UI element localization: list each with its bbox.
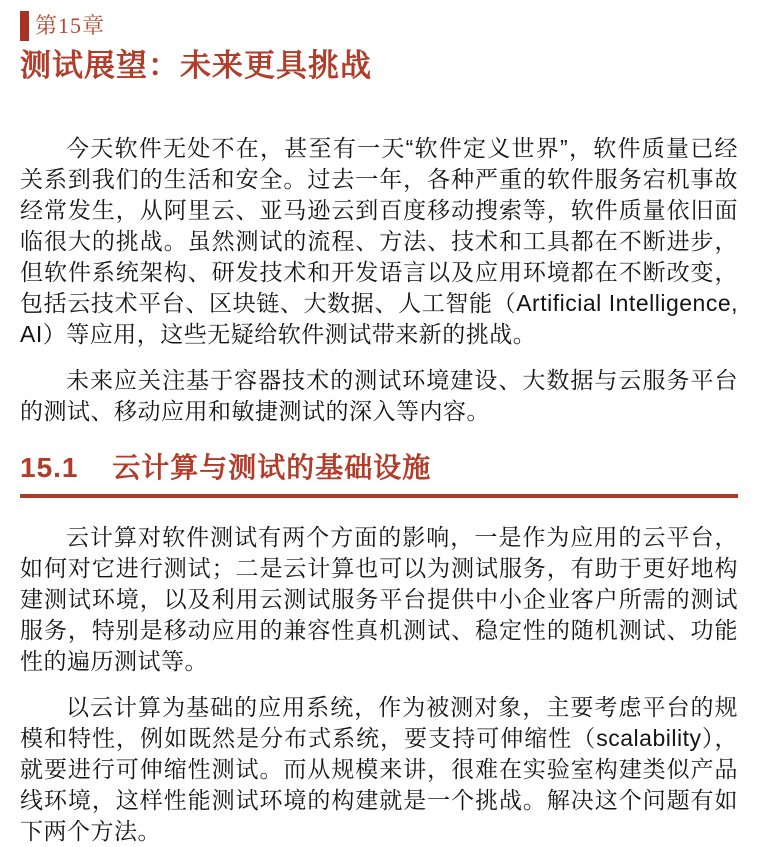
section-heading (20, 451, 738, 485)
intro-paragraph-1: 今天软件无处不在，甚至有一天“软件定义世界”，软件质量已经关系到我们的生活和安全。过去一年，各种严重的软件服务宕机事故经常发生，从阿里云、亚马逊云到百度移动搜索等，软件质量依旧面临很大的挑战。虽然测试的流程、方法、技术和工具都在不断进步，但软件系统架构、研发技术和开发语言以及应用环境都在不断改变，包括云技术平台、区块链、大数据、人工智能（Artificial Intelligence, AI）等应用，这些无疑给软件测试带来新的挑战。 (20, 135, 738, 347)
section-title: 云计算与测试的基础设施 (112, 452, 432, 483)
chapter-marker (20, 10, 738, 42)
section-number: 15.1 (20, 452, 79, 483)
chapter-title: 测试展望：未来更具挑战 (20, 48, 372, 83)
intro-paragraph-2: 未来应关注基于容器技术的测试环境建设、大数据与云服务平台的测试、移动应用和敏捷测试的深入等内容。 (20, 367, 738, 424)
section-paragraph-2: 以云计算为基础的应用系统，作为被测对象，主要考虑平台的规模和特性，例如既然是分布式系统，要支持可伸缩性（scalability），就要进行可伸缩性测试。而从规模来讲，很难在实验室构建类似产品线环境，这样性能测试环境的构建就是一个挑战。解决这个问题有如下两个方法。 (20, 694, 738, 844)
chapter-number-label: 第15章 (35, 13, 106, 38)
section-divider-rule (20, 494, 738, 498)
chapter-header (20, 10, 738, 85)
section-paragraph-1: 云计算对软件测试有两个方面的影响，一是作为应用的云平台，如何对它进行测试；二是云计算也可以为测试服务，有助于更好地构建测试环境，以及利用云测试服务平台提供中小企业客户所需的测试服务，特别是移动应用的兼容性真机测试、稳定性的随机测试、功能性的遍历测试等。 (20, 524, 738, 674)
chapter-bar-decoration (20, 11, 29, 41)
